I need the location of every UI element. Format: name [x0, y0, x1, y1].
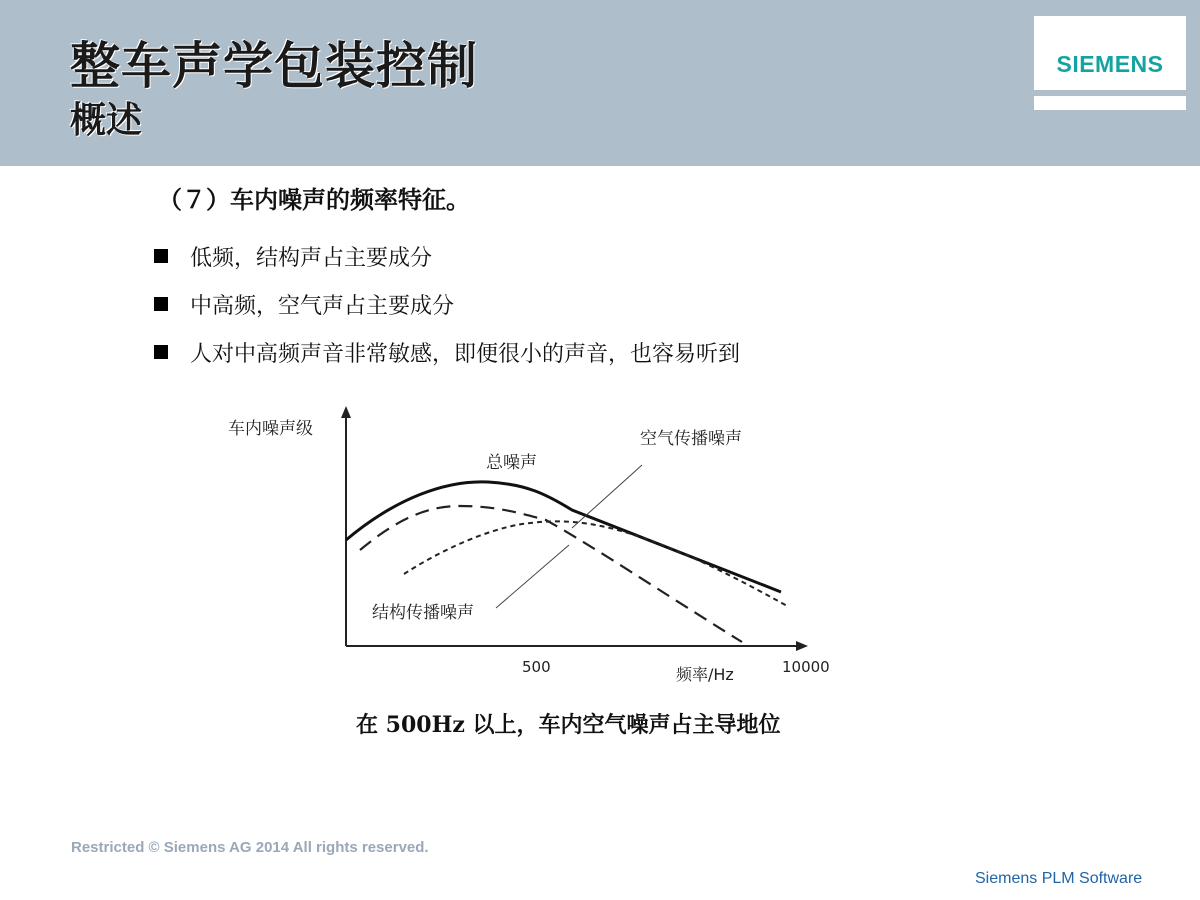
- bullet-item: [154, 232, 740, 280]
- logo-text: SIEMENS: [1056, 51, 1164, 77]
- siemens-logo: [1034, 16, 1186, 90]
- slide-title: 整车声学包装控制: [70, 37, 478, 95]
- slide-subtitle: 概述: [70, 100, 143, 141]
- y-axis-label: 车内噪声级: [228, 419, 313, 439]
- logo-strip: [1034, 96, 1186, 110]
- bullet-text: 人对中高频声音非常敏感，即便很小的声音，也容易听到: [190, 341, 741, 367]
- airborne-noise-label: 空气传播噪声: [640, 429, 742, 449]
- footer-brand: Siemens PLM Software: [975, 870, 1143, 887]
- x-axis-arrow-icon: [796, 641, 808, 651]
- section-title: （７）车内噪声的频率特征。: [158, 185, 470, 214]
- airborne-leader-line: [572, 465, 642, 528]
- total-noise-label: 总噪声: [486, 453, 537, 473]
- square-bullet-icon: [154, 249, 168, 263]
- bullet-text: 低频，结构声占主要成分: [190, 245, 433, 271]
- x-tick-500: 500: [522, 658, 551, 676]
- bullet-text: 中高频，空气声占主要成分: [190, 293, 455, 319]
- bullet-item: [154, 280, 740, 328]
- square-bullet-icon: [154, 345, 168, 359]
- square-bullet-icon: [154, 297, 168, 311]
- x-tick-10000: 10000: [782, 658, 830, 676]
- bullet-item: [154, 328, 740, 376]
- structure-noise-label: 结构传播噪声: [372, 603, 474, 623]
- y-axis-arrow-icon: [341, 406, 351, 418]
- structure-leader-line: [496, 545, 569, 608]
- copyright-notice: Restricted © Siemens AG 2014 All rights reserved.: [71, 839, 429, 856]
- noise-frequency-diagram: [226, 400, 846, 700]
- x-axis-label: 频率/Hz: [676, 665, 734, 684]
- diagram-caption: 在 500Hz 以上，车内空气噪声占主导地位: [356, 712, 781, 738]
- bullet-list: [154, 232, 740, 376]
- airborne-noise-curve: [404, 521, 789, 607]
- total-noise-curve: [346, 482, 781, 592]
